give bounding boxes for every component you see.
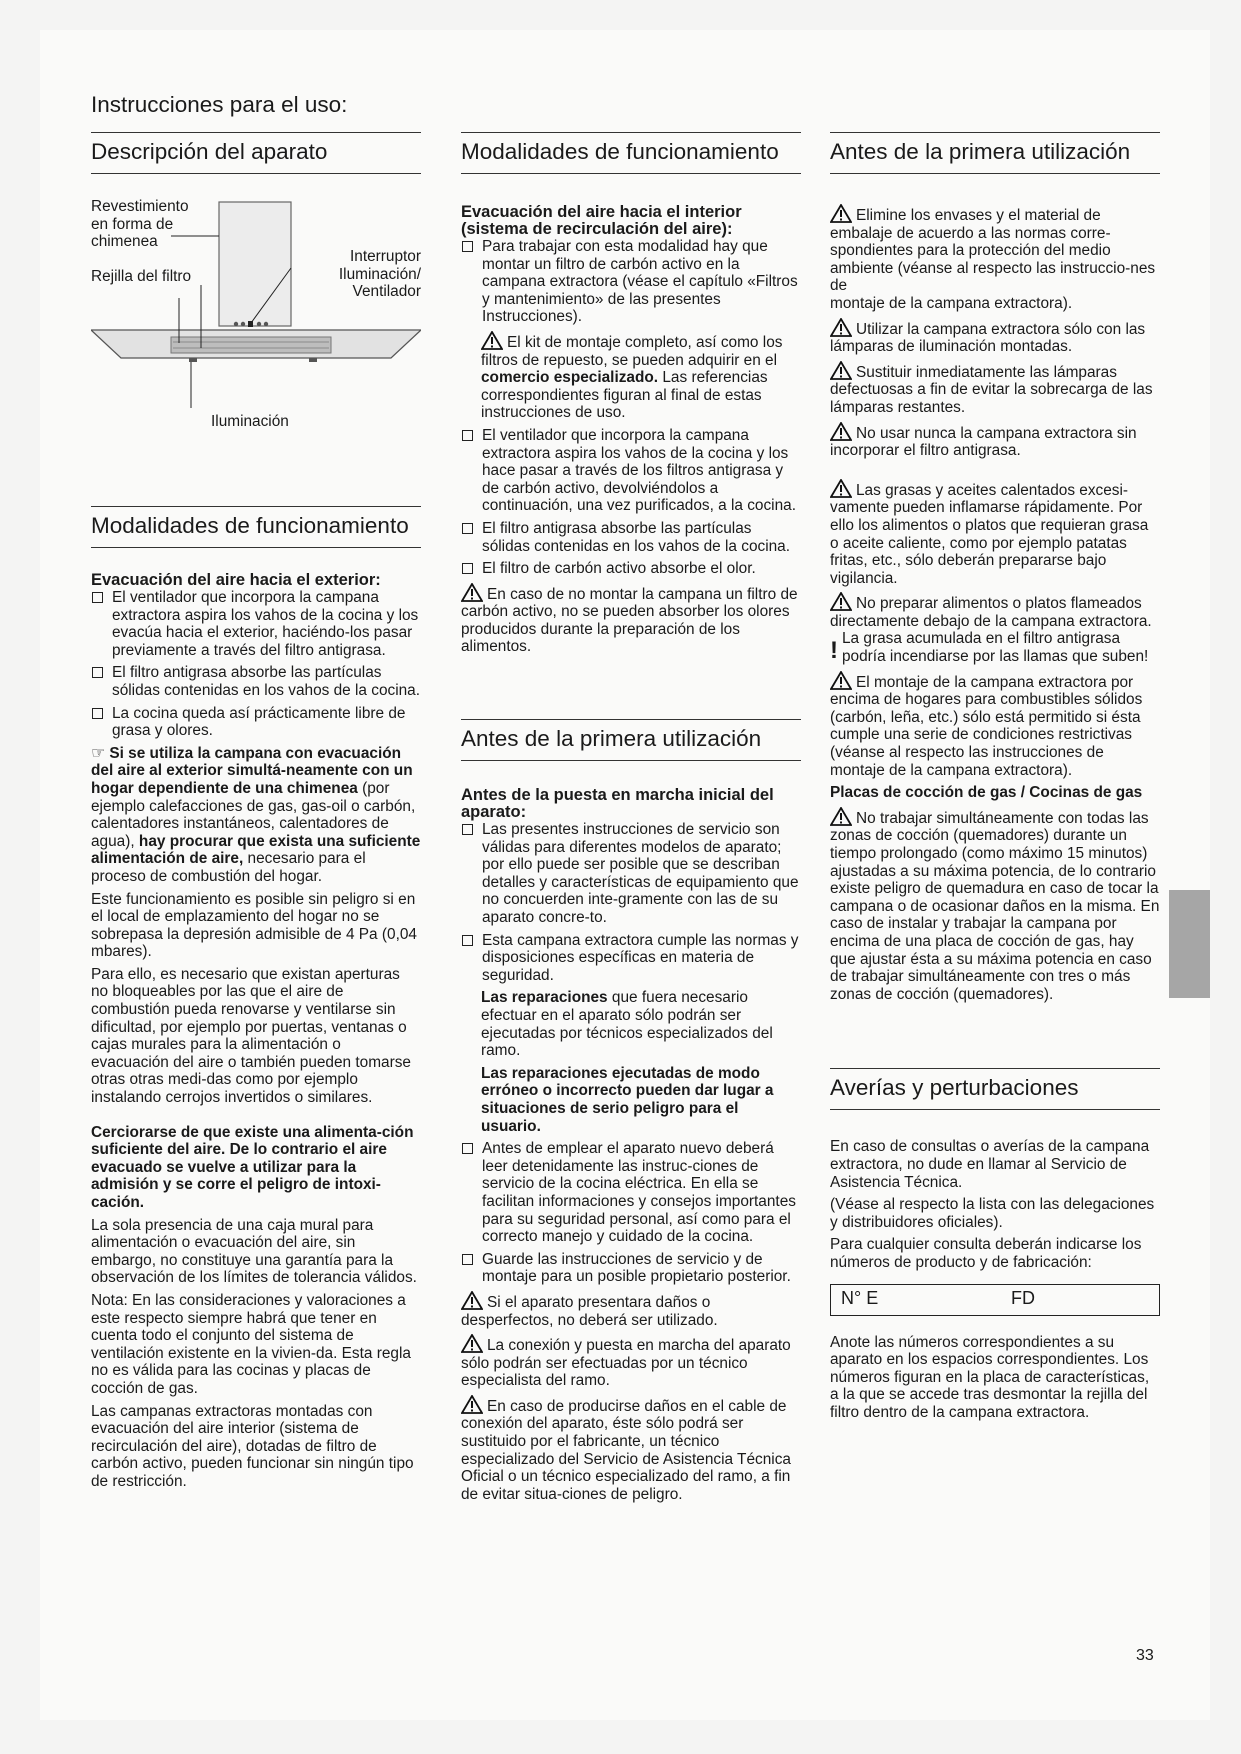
- bullet-item: Esta campana extractora cumple las normas y disposiciones específicas en materia de seguridad.: [461, 932, 801, 985]
- warning-paragraph: Las grasas y aceites calentados excesi-vamente pueden inflamarse rápidamente. Por ello los alimentos o platos que requieran grasa o aceite caliente, como por ejemplo patatas fritas, etc., sólo deberán prepararse bajo vigilancia.: [830, 479, 1160, 588]
- paragraph: (Véase al respecto la lista con las delegaciones y distribuidores oficiales).: [830, 1196, 1155, 1231]
- exclamation-icon: !: [830, 637, 838, 665]
- warning-paragraph: No usar nunca la campana extractora sin incorporar el filtro antigrasa.: [830, 422, 1160, 460]
- section-title-antes-2: Antes de la primera utilización: [830, 132, 1160, 174]
- warning-icon: [830, 592, 852, 611]
- warning-paragraph: No trabajar simultáneamente con todas las zonas de cocción (quemadores) durante un tiempo prolongado (como máximo 15 minutos) ajustadas a su máxima potencia, de lo contrario existe peligro de quemadura en caso de tocar la campana o de ocasionar daños en la misma. En caso de instalar y trabajar la campana por encima de una placa de cocción de gas, hay que ajustar ésta a su máxima potencia en caso de trabajar simultáneamente con tres o más zonas de cocción (quemadores).: [830, 807, 1160, 1004]
- bold-paragraph: Cerciorarse de que existe una alimenta-ción suficiente del aire. De lo contrario el aire evacuado se vuelve a utilizar para la admisión y se corre el peligro de intoxi-cación.: [91, 1123, 414, 1211]
- bullet-item: La cocina queda así prácticamente libre de grasa y olores.: [91, 705, 421, 740]
- fire-caution: ! La grasa acumulada en el filtro antigrasa podría incendiarse por las llamas que suben!: [830, 630, 1149, 666]
- warning-paragraph: El montaje de la campana extractora por encima de hogares para combustibles sólidos (carbón, leña, etc.) sólo está permitido si ésta cumple una serie de condiciones restrictivas (véanse al respecto las instrucciones de montaje de la campana extractora).: [830, 671, 1160, 780]
- warning-paragraph: No preparar alimentos o platos flameados directamente debajo de la campana extractora.: [830, 592, 1160, 630]
- bullet-item: Antes de emplear el aparato nuevo deberá leer detenidamente las instruc-ciones de servicio de la cocina eléctrica. En ella se facilitan informaciones y consejos importantes para su seguridad personal, así como para el correcto manejo y cuidado de la cocina.: [461, 1140, 801, 1246]
- switch-button: [234, 322, 238, 326]
- bullet-item: Guarde las instrucciones de servicio y de montaje para un posible propietario posterior.: [461, 1251, 801, 1286]
- hood-drawing: [91, 198, 421, 438]
- product-number-label: N° E: [841, 1287, 879, 1308]
- paragraph: Las campanas extractoras montadas con evacuación del aire interior (sistema de recirculación del aire), dotadas de filtro de carbón activo, pueden funcionar sin ningún tipo de restricción.: [91, 1402, 414, 1490]
- warning-icon: [830, 807, 852, 826]
- switch-button: [257, 322, 261, 326]
- hood-diagram: [91, 198, 421, 438]
- paragraph: La sola presencia de una caja mural para alimentación o evacuación del aire, sin embargo, no constituye una garantía para la observación de los límites de tolerancia válidos.: [91, 1216, 417, 1287]
- warning-paragraph: La conexión y puesta en marcha del aparato sólo podrán ser efectuadas por un técnico especialista del ramo.: [461, 1334, 801, 1390]
- paragraph: montaje de la campana extractora).: [830, 294, 1073, 312]
- bullet-item: El filtro de carbón activo absorbe el olor.: [461, 560, 801, 578]
- filter-grille: [171, 337, 331, 353]
- section-title-averias: Averías y perturbaciones: [830, 1068, 1160, 1110]
- warning-icon: [830, 671, 852, 690]
- subhead-evacuacion-interior: Evacuación del aire hacia el interior (sistema de recirculación del aire):: [461, 203, 742, 238]
- bullet-item: El ventilador que incorpora la campana extractora aspira los vahos de la cocina y los hace pasar a través de los filtros antigrasa y de carbón activo, devolviéndolos a continuación, una vez purificados, a la cocina.: [461, 427, 801, 515]
- warning-icon: [461, 1395, 483, 1414]
- label-interruptor: Interruptor Iluminación/ Ventilador: [338, 248, 421, 301]
- subhead-evacuacion-exterior: Evacuación del aire hacia el exterior:: [91, 571, 381, 589]
- warning-icon: [830, 318, 852, 337]
- bullet-item: Para trabajar con esta modalidad hay que montar un filtro de carbón activo en la campana extractora (véase el capítulo «Filtros y mantenimiento» de las presentes Instrucciones).: [461, 238, 801, 326]
- warning-paragraph: Elimine los envases y el material de embalaje de acuerdo a las normas corre-spondientes para la protección del medio ambiente (véanse al respecto las instruccio-nes de: [830, 204, 1160, 295]
- warning-icon: [481, 331, 503, 350]
- warning-icon: [830, 422, 852, 441]
- subhead-gas: Placas de cocción de gas / Cocinas de gas: [830, 784, 1143, 802]
- warning-paragraph: En caso de no montar la campana un filtro de carbón activo, no se pueden absorber los olores producidos durante la preparación de los alimentos.: [461, 583, 801, 656]
- warning-icon: [461, 583, 483, 602]
- bullet-item: El filtro antigrasa absorbe las partículas sólidas contenidas en los vahos de la cocina.: [461, 520, 801, 555]
- warning-paragraph: Si el aparato presentara daños o desperfectos, no deberá ser utilizado.: [461, 1291, 801, 1329]
- column-1: [91, 92, 421, 1496]
- paragraph: Para ello, es necesario que existan aperturas no bloqueables por las que el aire de combustión pueda renovarse y ventilarse sin dificultad, por ejemplo por puertas, ventanas o cajas murales para la alimentación o evacuación del aire o también pueden tomarse otras otras medi-das como por ejemplo instalando cerrojos invertidos o similares.: [91, 965, 411, 1107]
- pointing-hand-icon: ☞: [91, 744, 106, 762]
- switch-button: [264, 322, 268, 326]
- side-tab-marker: [1169, 890, 1210, 998]
- product-number-field[interactable]: [830, 1284, 1160, 1316]
- warning-paragraph: En caso de producirse daños en el cable de conexión del aparato, éste sólo podrá ser sustituido por el fabricante, un técnico especializado del Servicio de Asistencia Técnica Oficial o un técnico especializado del ramo, a fin de evitar situa-ciones de peligro.: [461, 1395, 801, 1504]
- paragraph: Este funcionamiento es posible sin peligro si en el local de emplazamiento del hogar no se sobrepasa la depresión admisible de 4 Pa (0,04 mbares).: [91, 890, 417, 961]
- column-3: [830, 132, 1160, 1426]
- repairs-note: Las reparaciones que fuera necesario efectuar en el aparato sólo podrán ser ejecutadas por técnicos especializados del ramo.: [481, 989, 773, 1060]
- switch-button: [241, 322, 245, 326]
- section-title-descripcion: Descripción del aparato: [91, 132, 421, 174]
- section-title-modalidades-2: Modalidades de funcionamiento: [461, 132, 801, 174]
- label-rejilla: Rejilla del filtro: [91, 268, 192, 285]
- page-title: Instrucciones para el uso:: [91, 92, 348, 117]
- repairs-warning: Las reparaciones ejecutadas de modo erróneo o incorrecto pueden dar lugar a situaciones de serio peligro para el usuario.: [481, 1064, 774, 1135]
- paragraph: En caso de consultas o averías de la campana extractora, no dude en llamar al Servicio de Asistencia Técnica.: [830, 1138, 1150, 1191]
- subhead-puesta-marcha: Antes de la puesta en marcha inicial del aparato:: [461, 786, 774, 822]
- warning-kit: El kit de montaje completo, así como los filtros de repuesto, se pueden adquirir en el comercio especializado. Las referencias correspondientes figuran al final de estas instrucciones de uso.: [461, 331, 801, 422]
- warning-icon: [830, 361, 852, 380]
- lamp: [309, 358, 317, 362]
- warning-paragraph: Sustituir inmediatamente las lámparas defectuosas a fin de evitar la sobrecarga de las lámparas restantes.: [830, 361, 1160, 417]
- bullet-item: El ventilador que incorpora la campana extractora aspira los vahos de la cocina y los evacúa hacia el exterior, haciéndo-los pasar previamente a través del filtro antigrasa.: [91, 589, 421, 659]
- combustion-note: ☞ Si se utiliza la campana con evacuación del aire al exterior simultá-neamente con un hogar dependiente de una chimenea (por ejemplo calefacciones de gas, gas-oil o carbón, calentadores instantáneos, calentadores de agua), hay procurar que exista una suficiente alimentación de aire, necesario para el proceso de combustión del hogar.: [91, 744, 421, 885]
- page-number: 33: [1136, 1647, 1154, 1664]
- lamp: [189, 358, 197, 362]
- column-2: [461, 132, 801, 1508]
- fabrication-number-label: FD: [1011, 1287, 1035, 1308]
- warning-paragraph: Utilizar la campana extractora sólo con las lámparas de iluminación montadas.: [830, 318, 1160, 356]
- paragraph: Anote las números correspondientes a su aparato en los espacios correspondientes. Los números figuran en la placa de características, a la que se accede tras desmontar la rejilla del filtro dentro de la campana extractora.: [830, 1333, 1150, 1421]
- section-title-antes: Antes de la primera utilización: [461, 719, 801, 761]
- label-iluminacion: Iluminación: [211, 413, 289, 430]
- warning-icon: [830, 204, 852, 223]
- label-revestimiento: Revestimiento en forma de chimenea: [91, 198, 189, 251]
- section-title-modalidades: Modalidades de funcionamiento: [91, 506, 421, 548]
- chimney-cover: [219, 202, 291, 326]
- bullet-item: Las presentes instrucciones de servicio son válidas para diferentes modelos de aparato; por ello puede ser posible que se describan detalles y características de equipamiento que no concuerden inte-gramente con las de su aparato concre-to.: [461, 821, 801, 927]
- warning-icon: [461, 1334, 483, 1353]
- bullet-item: El filtro antigrasa absorbe las partículas sólidas contenidas en los vahos de la cocina.: [91, 664, 421, 699]
- warning-icon: [461, 1291, 483, 1310]
- paragraph: Nota: En las consideraciones y valoraciones a este respecto siempre habrá que tener en cuenta todo el conjunto del sistema de ventilación existente en la vivien-da. Esta regla no es válida para las cocinas y placas de cocción de gas.: [91, 1291, 411, 1397]
- paragraph: Para cualquier consulta deberán indicarse los números de producto y de fabricación:: [830, 1236, 1142, 1271]
- warning-icon: [830, 479, 852, 498]
